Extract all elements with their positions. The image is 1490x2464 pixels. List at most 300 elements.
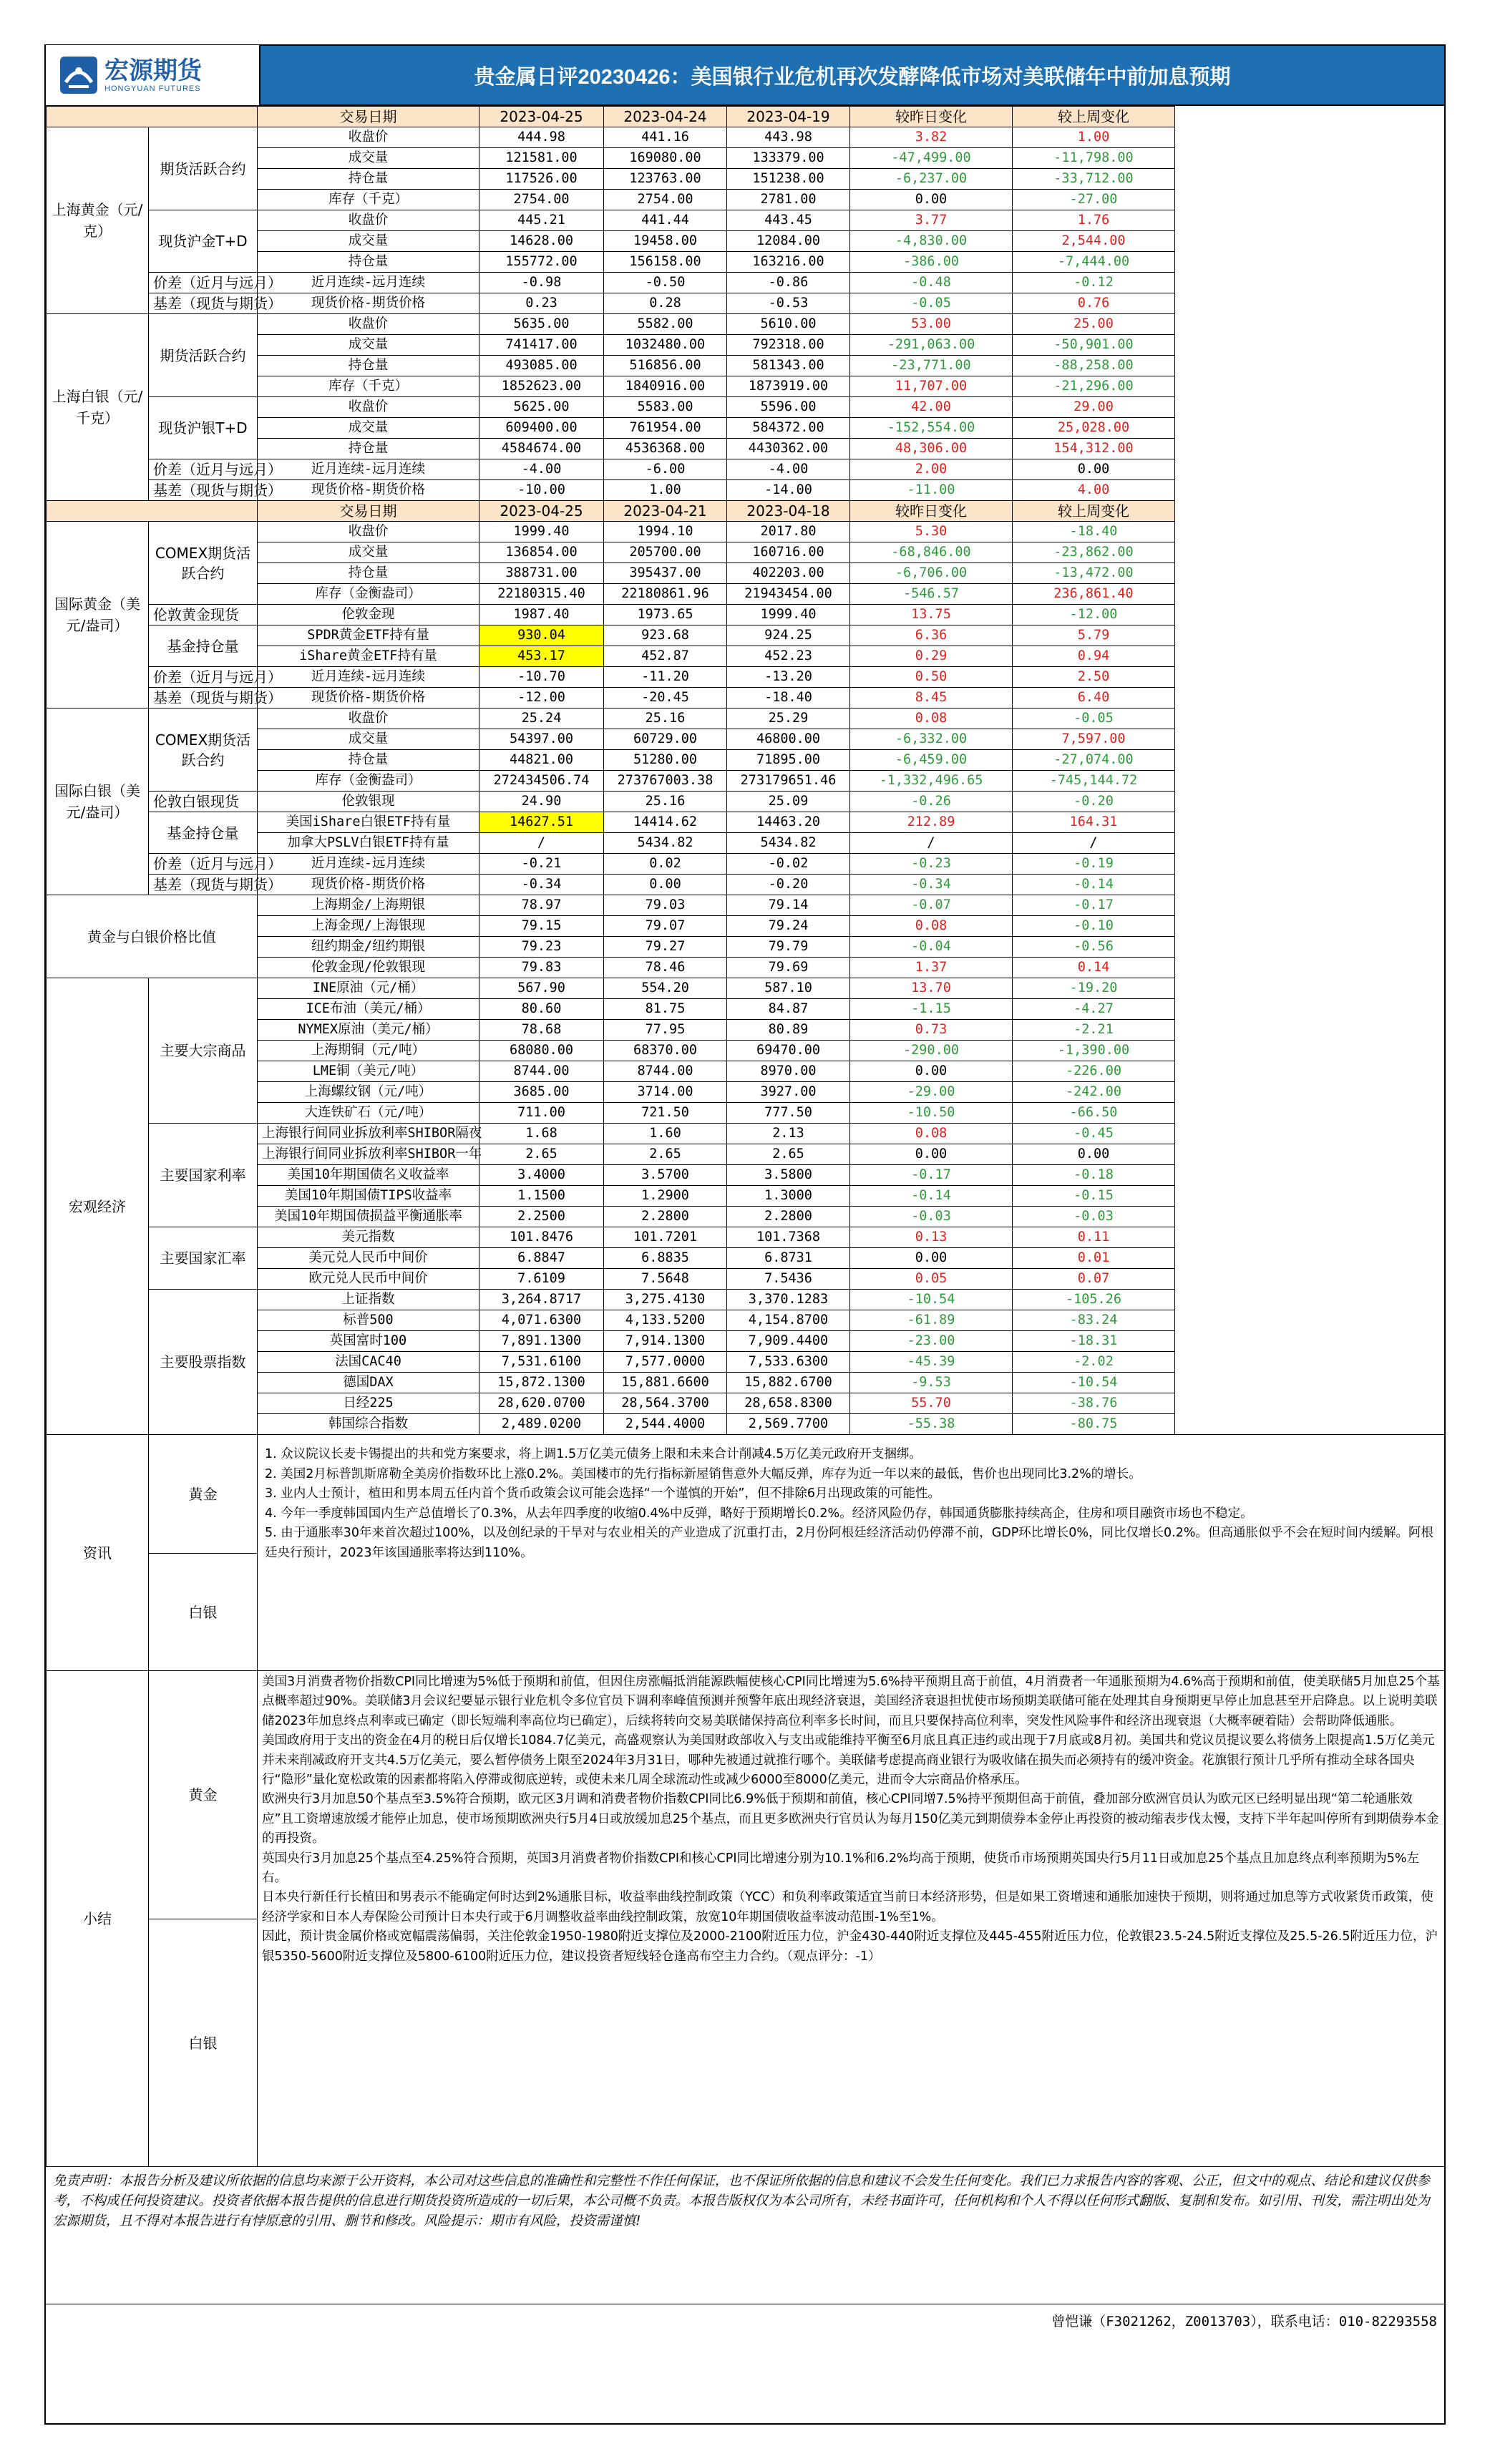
section-label: 黄金与白银价格比值 xyxy=(47,895,258,978)
analyst-contact: 曾恺谦（F3021262，Z0013703），联系电话：010-82293558 xyxy=(1051,2313,1437,2329)
item-label: INE原油（元/桶） xyxy=(258,978,479,999)
header-date: 2023-04-18 xyxy=(727,501,850,522)
change-value: -0.17 xyxy=(850,1165,1013,1186)
value-cell: 79.23 xyxy=(479,937,604,958)
change-value: 11,707.00 xyxy=(850,376,1013,397)
item-label: 成交量 xyxy=(258,335,479,356)
change-value: -9.53 xyxy=(850,1373,1013,1393)
item-label: 美元指数 xyxy=(258,1227,479,1248)
change-value: 5.30 xyxy=(850,522,1013,542)
header-date: 2023-04-25 xyxy=(479,501,604,522)
group-label: 基金持仓量 xyxy=(149,625,258,667)
value-cell: 0.23 xyxy=(479,293,604,314)
value-cell: 587.10 xyxy=(727,978,850,999)
change-value: -1.15 xyxy=(850,999,1013,1020)
company-logo xyxy=(46,45,260,105)
summary-paragraph: 日本央行新任行长植田和男表示不能确定何时达到2%通胀目标，收益率曲线控制政策（YCC）和负利率政策适宜当前日本经济形势，但是如果工资增速和通胀加速快于预期，则将通过加息等方式收紧货币政策，使经济学家和日本人寿保险公司预计日本央行或于6月调整收益率曲线控制政策，放宽10年期国债收益率波动范围-1%至1%。 xyxy=(262,1890,1433,1924)
news-item: 5. 由于通胀率30年来首次超过100%，以及创纪录的干旱对与农业相关的产业造成了沉重打击，2月份阿根廷经济活动仍停滞不前，GDP环比增长0%，同比仅增长0.2%。但高通胀似乎不会在短时间内缓解。阿根廷央行预计，2023年该国通胀率将达到110%。 xyxy=(265,1526,1433,1560)
value-cell: 14627.51 xyxy=(479,812,604,833)
value-cell: 60729.00 xyxy=(604,729,727,750)
item-label: 持仓量 xyxy=(258,252,479,273)
change-value: -0.12 xyxy=(1013,273,1175,293)
value-cell: 84.87 xyxy=(727,999,850,1020)
value-cell: 7,533.6300 xyxy=(727,1352,850,1373)
value-cell: 1987.40 xyxy=(479,605,604,625)
value-cell: 7,891.1300 xyxy=(479,1331,604,1352)
item-label: 上海金现/上海银现 xyxy=(258,916,479,937)
header-date: 2023-04-24 xyxy=(604,107,727,127)
value-cell: 15,882.6700 xyxy=(727,1373,850,1393)
value-cell: 273179651.46 xyxy=(727,771,850,792)
value-cell: / xyxy=(479,833,604,854)
value-cell: 273767003.38 xyxy=(604,771,727,792)
value-cell: 79.03 xyxy=(604,895,727,916)
group-label: 基金持仓量 xyxy=(149,812,258,854)
item-label: 上证指数 xyxy=(258,1290,479,1310)
summary-paragraph: 因此，预计贵金属价格或宽幅震荡偏弱，关注伦敦金1950-1980附近支撑位及2000-2100附近压力位，沪金430-440附近支撑位及445-455附近压力位，伦敦银23.5-24.5附近支撑位及25.5-26.5附近压力位，沪银5350-5600附近支撑位及5800-6100附近压力位，建议投资者短线轻仓逢高布空主力合约。（观点评分：-1） xyxy=(262,1929,1438,1964)
change-value: 48,306.00 xyxy=(850,439,1013,459)
news-item: 4. 今年一季度韩国国内生产总值增长了0.3%，从去年四季度的收缩0.4%中反弹，略好于预期增长0.2%。经济风险仍存，韩国通货膨胀持续高企，住房和项目融资市场也不稳定。 xyxy=(265,1506,1253,1521)
change-value: -27,074.00 xyxy=(1013,750,1175,771)
change-value: 0.07 xyxy=(1013,1269,1175,1290)
value-cell: 71895.00 xyxy=(727,750,850,771)
value-cell: 2781.00 xyxy=(727,190,850,210)
change-value: -80.75 xyxy=(1013,1414,1175,1435)
change-value: -1,332,496.65 xyxy=(850,771,1013,792)
section-label: 宏观经济 xyxy=(47,978,149,1435)
change-value: -290.00 xyxy=(850,1041,1013,1061)
value-cell: 441.16 xyxy=(604,127,727,148)
value-cell: 3.5800 xyxy=(727,1165,850,1186)
value-cell: 0.00 xyxy=(604,875,727,895)
data-row xyxy=(47,273,1445,293)
item-label: 上海银行间同业拆放利率SHIBOR一年 xyxy=(258,1144,479,1165)
value-cell: 4,133.5200 xyxy=(604,1310,727,1331)
value-cell: 1.2900 xyxy=(604,1186,727,1207)
item-label: 现货价格-期货价格 xyxy=(258,293,479,314)
value-cell: 2,569.7700 xyxy=(727,1414,850,1435)
group-label: 现货沪银T+D xyxy=(149,397,258,459)
value-cell: 205700.00 xyxy=(604,542,727,563)
value-cell: 2.2800 xyxy=(727,1207,850,1227)
logo-chinese-text: 宏源期货 xyxy=(104,57,202,84)
group-label: 主要大宗商品 xyxy=(149,978,258,1124)
group-label: COMEX期货活跃合约 xyxy=(149,708,258,792)
item-label: 美国iShare白银ETF持有量 xyxy=(258,812,479,833)
data-row xyxy=(47,480,1445,501)
change-value: / xyxy=(1013,833,1175,854)
change-value: 4.00 xyxy=(1013,480,1175,501)
report-title: 贵金属日评20230426：美国银行业危机再次发酵降低市场对美联储年中前加息预期 xyxy=(474,65,1231,89)
item-label: 近月连续-远月连续 xyxy=(258,273,479,293)
value-cell: 388731.00 xyxy=(479,563,604,584)
value-cell: 609400.00 xyxy=(479,418,604,439)
change-value: -0.23 xyxy=(850,854,1013,875)
header-date: 较昨日变化 xyxy=(850,501,1013,522)
value-cell: 6.8835 xyxy=(604,1248,727,1269)
summary-section-label: 小结 xyxy=(47,1671,149,2167)
change-value: -0.48 xyxy=(850,273,1013,293)
value-cell: 923.68 xyxy=(604,625,727,646)
change-value: -0.14 xyxy=(850,1186,1013,1207)
value-cell: -0.21 xyxy=(479,854,604,875)
trade-date-label: 交易日期 xyxy=(258,501,479,522)
item-label: 持仓量 xyxy=(258,750,479,771)
value-cell: 741417.00 xyxy=(479,335,604,356)
change-value: 1.76 xyxy=(1013,210,1175,231)
data-row xyxy=(47,895,1445,916)
change-value: 0.01 xyxy=(1013,1248,1175,1269)
value-cell: 136854.00 xyxy=(479,542,604,563)
change-value: -0.05 xyxy=(1013,708,1175,729)
change-value: 154,312.00 xyxy=(1013,439,1175,459)
value-cell: 3685.00 xyxy=(479,1082,604,1103)
header-date: 2023-04-21 xyxy=(604,501,727,522)
change-value: -0.45 xyxy=(1013,1124,1175,1144)
change-value: -47,499.00 xyxy=(850,148,1013,169)
group-label: 基差（现货与期货） xyxy=(149,293,258,314)
change-value: 1.37 xyxy=(850,958,1013,978)
value-cell: 7,909.4400 xyxy=(727,1331,850,1352)
value-cell: 721.50 xyxy=(604,1103,727,1124)
value-cell: 80.89 xyxy=(727,1020,850,1041)
change-value: -0.14 xyxy=(1013,875,1175,895)
group-label: 基差（现货与期货） xyxy=(149,480,258,501)
item-label: 伦敦金现 xyxy=(258,605,479,625)
change-value: 5.79 xyxy=(1013,625,1175,646)
value-cell: -0.02 xyxy=(727,854,850,875)
change-value: 29.00 xyxy=(1013,397,1175,418)
value-cell: 79.79 xyxy=(727,937,850,958)
value-cell: 155772.00 xyxy=(479,252,604,273)
header-date: 较上周变化 xyxy=(1013,501,1175,522)
value-cell: 1.68 xyxy=(479,1124,604,1144)
change-value: -546.57 xyxy=(850,584,1013,605)
change-value: -61.89 xyxy=(850,1310,1013,1331)
change-value: 0.73 xyxy=(850,1020,1013,1041)
value-cell: 554.20 xyxy=(604,978,727,999)
data-row xyxy=(47,792,1445,812)
value-cell: 584372.00 xyxy=(727,418,850,439)
value-cell: -6.00 xyxy=(604,459,727,480)
value-cell: 80.60 xyxy=(479,999,604,1020)
change-value: 6.40 xyxy=(1013,688,1175,708)
news-section-label: 资讯 xyxy=(47,1435,149,1671)
item-label: 德国DAX xyxy=(258,1373,479,1393)
change-value: -10.54 xyxy=(850,1290,1013,1310)
change-value: -0.34 xyxy=(850,875,1013,895)
change-value: -66.50 xyxy=(1013,1103,1175,1124)
item-label: 美国10年期国债名义收益率 xyxy=(258,1165,479,1186)
data-row xyxy=(47,854,1445,875)
hongyuan-logo-icon xyxy=(59,55,99,95)
item-label: 成交量 xyxy=(258,148,479,169)
value-cell: 5582.00 xyxy=(604,314,727,335)
data-row xyxy=(47,978,1445,999)
change-value: 0.29 xyxy=(850,646,1013,667)
value-cell: 6.8731 xyxy=(727,1248,850,1269)
item-label: 收盘价 xyxy=(258,314,479,335)
value-cell: 3,264.8717 xyxy=(479,1290,604,1310)
change-value: -21,296.00 xyxy=(1013,376,1175,397)
value-cell: 14414.62 xyxy=(604,812,727,833)
change-value: -55.38 xyxy=(850,1414,1013,1435)
change-value: -23.00 xyxy=(850,1331,1013,1352)
value-cell: 77.95 xyxy=(604,1020,727,1041)
value-cell: 123763.00 xyxy=(604,169,727,190)
value-cell: 2754.00 xyxy=(604,190,727,210)
value-cell: 8744.00 xyxy=(604,1061,727,1082)
change-value: -745,144.72 xyxy=(1013,771,1175,792)
value-cell: 133379.00 xyxy=(727,148,850,169)
value-cell: 1840916.00 xyxy=(604,376,727,397)
change-value: 42.00 xyxy=(850,397,1013,418)
value-cell: 25.16 xyxy=(604,792,727,812)
value-cell: 924.25 xyxy=(727,625,850,646)
value-cell: 711.00 xyxy=(479,1103,604,1124)
value-cell: 567.90 xyxy=(479,978,604,999)
summary-paragraph: 欧洲央行3月加息50个基点至3.5%符合预期，欧元区3月调和消费者物价指数CPI同比6.9%低于预期和前值，核心CPI同增7.5%持平预期但高于前值，叠加部分欧洲官员认为欧元区已经明显出现“第二轮通胀效应”且工资增速放缓才能停止加息，使市场预期欧洲央行5月4日或放缓加息25个基点，而且更多欧洲央行官员认为每月150亿美元到期债券本金停止再投资的被动缩表步伐太慢，支持下半年起叫停所有到期债券本金的再投资。 xyxy=(262,1792,1439,1846)
item-label: 上海银行间同业拆放利率SHIBOR隔夜 xyxy=(258,1124,479,1144)
value-cell: 7,577.0000 xyxy=(604,1352,727,1373)
value-cell: 445.21 xyxy=(479,210,604,231)
value-cell: 156158.00 xyxy=(604,252,727,273)
change-value: -88,258.00 xyxy=(1013,356,1175,376)
value-cell: 81.75 xyxy=(604,999,727,1020)
value-cell: 3714.00 xyxy=(604,1082,727,1103)
item-label: 库存（金衡盎司） xyxy=(258,771,479,792)
change-value: 3.82 xyxy=(850,127,1013,148)
item-label: 法国CAC40 xyxy=(258,1352,479,1373)
group-label: 伦敦白银现货 xyxy=(149,792,258,812)
value-cell: 930.04 xyxy=(479,625,604,646)
item-label: 韩国综合指数 xyxy=(258,1414,479,1435)
value-cell: 101.7368 xyxy=(727,1227,850,1248)
data-row xyxy=(47,314,1445,335)
group-label: 期货活跃合约 xyxy=(149,127,258,210)
value-cell: 12084.00 xyxy=(727,231,850,252)
value-cell: 14628.00 xyxy=(479,231,604,252)
item-label: 美国10年期国债TIPS收益率 xyxy=(258,1186,479,1207)
item-label: 现货价格-期货价格 xyxy=(258,480,479,501)
value-cell: 761954.00 xyxy=(604,418,727,439)
value-cell: 169080.00 xyxy=(604,148,727,169)
item-label: 收盘价 xyxy=(258,397,479,418)
value-cell: 79.69 xyxy=(727,958,850,978)
change-value: 2,544.00 xyxy=(1013,231,1175,252)
value-cell: 68080.00 xyxy=(479,1041,604,1061)
item-label: ICE布油（美元/桶） xyxy=(258,999,479,1020)
change-value: -10.50 xyxy=(850,1103,1013,1124)
report-page xyxy=(44,44,1446,2425)
value-cell: 22180861.96 xyxy=(604,584,727,605)
value-cell: 25.16 xyxy=(604,708,727,729)
value-cell: 79.14 xyxy=(727,895,850,916)
value-cell: 5434.82 xyxy=(727,833,850,854)
change-value: 212.89 xyxy=(850,812,1013,833)
item-label: 收盘价 xyxy=(258,708,479,729)
data-row xyxy=(47,1124,1445,1144)
news-gold-label: 黄金 xyxy=(149,1435,258,1554)
group-label: 主要国家汇率 xyxy=(149,1227,258,1290)
value-cell: -4.00 xyxy=(479,459,604,480)
section-label: 上海白银（元/千克） xyxy=(47,314,149,501)
value-cell: 4584674.00 xyxy=(479,439,604,459)
summary-row xyxy=(47,1671,1445,1919)
change-value: -291,063.00 xyxy=(850,335,1013,356)
change-value: 0.11 xyxy=(1013,1227,1175,1248)
value-cell: 79.15 xyxy=(479,916,604,937)
value-cell: 24.90 xyxy=(479,792,604,812)
value-cell: -14.00 xyxy=(727,480,850,501)
change-value: -226.00 xyxy=(1013,1061,1175,1082)
value-cell: 28,658.8300 xyxy=(727,1393,850,1414)
value-cell: 78.97 xyxy=(479,895,604,916)
value-cell: 1.3000 xyxy=(727,1186,850,1207)
value-cell: 3,275.4130 xyxy=(604,1290,727,1310)
market-data-table xyxy=(46,106,1445,2167)
change-value: 13.75 xyxy=(850,605,1013,625)
value-cell: 3,370.1283 xyxy=(727,1290,850,1310)
header-date: 较上周变化 xyxy=(1013,107,1175,127)
value-cell: 2.2500 xyxy=(479,1207,604,1227)
value-cell: -0.20 xyxy=(727,875,850,895)
value-cell: 8970.00 xyxy=(727,1061,850,1082)
data-row xyxy=(47,625,1445,646)
summary-paragraph: 美国3月消费者物价指数CPI同比增速为5%低于预期和前值，但因住房涨幅抵消能源跌幅使核心CPI同比增速为5.6%持平预期且高于前值，4月消费者一年通胀预期为4.6%高于预期和前值，使美联储5月加息25个基点概率超过90%。美联储3月会议纪要显示银行业危机令多位官员下调利率峰值预测并预警年底出现经济衰退，美国经济衰退担忧使市场预期美联储可能在处理其自身预期更早停止加息甚至开启降息。以上说明美联储2023年加息终点利率或已确定（即长短端利率高位均已确定），后续将转向交易美联储保持高位利率多长时间，而且只要保持高位利率，突发性风险事件和经济出现衰退（大概率硬着陆）会帮助降低通胀。 xyxy=(262,1675,1440,1728)
value-cell: 516856.00 xyxy=(604,356,727,376)
change-value: -68,846.00 xyxy=(850,542,1013,563)
logo-english-text: HONGYUAN FUTURES xyxy=(104,84,201,93)
header-date: 较昨日变化 xyxy=(850,107,1013,127)
item-label: LME铜（美元/吨） xyxy=(258,1061,479,1082)
value-cell: 3.4000 xyxy=(479,1165,604,1186)
change-value: -105.26 xyxy=(1013,1290,1175,1310)
value-cell: 7,914.1300 xyxy=(604,1331,727,1352)
change-value: -0.15 xyxy=(1013,1186,1175,1207)
change-value: -29.00 xyxy=(850,1082,1013,1103)
item-label: 收盘价 xyxy=(258,522,479,542)
value-cell: 581343.00 xyxy=(727,356,850,376)
value-cell: 6.8847 xyxy=(479,1248,604,1269)
value-cell: 160716.00 xyxy=(727,542,850,563)
change-value: -83.24 xyxy=(1013,1310,1175,1331)
change-value: -0.19 xyxy=(1013,854,1175,875)
change-value: 0.05 xyxy=(850,1269,1013,1290)
item-label: 纽约期金/纽约期银 xyxy=(258,937,479,958)
value-cell: 1873919.00 xyxy=(727,376,850,397)
change-value: -4,830.00 xyxy=(850,231,1013,252)
value-cell: 69470.00 xyxy=(727,1041,850,1061)
change-value: -0.18 xyxy=(1013,1165,1175,1186)
value-cell: 453.17 xyxy=(479,646,604,667)
group-label: COMEX期货活跃合约 xyxy=(149,522,258,605)
change-value: -18.31 xyxy=(1013,1331,1175,1352)
value-cell: 2754.00 xyxy=(479,190,604,210)
change-value: 0.00 xyxy=(850,190,1013,210)
item-label: 上海螺纹钢（元/吨） xyxy=(258,1082,479,1103)
value-cell: 101.7201 xyxy=(604,1227,727,1248)
change-value: 236,861.40 xyxy=(1013,584,1175,605)
item-label: 持仓量 xyxy=(258,439,479,459)
change-value: -50,901.00 xyxy=(1013,335,1175,356)
value-cell: -13.20 xyxy=(727,667,850,688)
change-value: -19.20 xyxy=(1013,978,1175,999)
item-label: 收盘价 xyxy=(258,127,479,148)
value-cell: 15,872.1300 xyxy=(479,1373,604,1393)
change-value: -23,771.00 xyxy=(850,356,1013,376)
item-label: 欧元兑人民币中间价 xyxy=(258,1269,479,1290)
item-label: 美元兑人民币中间价 xyxy=(258,1248,479,1269)
value-cell: 1.00 xyxy=(604,480,727,501)
value-cell: 79.27 xyxy=(604,937,727,958)
value-cell: 21943454.00 xyxy=(727,584,850,605)
item-label: 伦敦金现/伦敦银现 xyxy=(258,958,479,978)
change-value: 25,028.00 xyxy=(1013,418,1175,439)
value-cell: 28,564.3700 xyxy=(604,1393,727,1414)
value-cell: 2,489.0200 xyxy=(479,1414,604,1435)
value-cell: 15,881.6600 xyxy=(604,1373,727,1393)
change-value: 25.00 xyxy=(1013,314,1175,335)
item-label: 现货价格-期货价格 xyxy=(258,875,479,895)
group-label: 价差（近月与远月） xyxy=(149,459,258,480)
item-label: 英国富时100 xyxy=(258,1331,479,1352)
change-value: 0.76 xyxy=(1013,293,1175,314)
change-value: -1,390.00 xyxy=(1013,1041,1175,1061)
item-label: 持仓量 xyxy=(258,169,479,190)
header-date: 2023-04-19 xyxy=(727,107,850,127)
change-value: -0.07 xyxy=(850,895,1013,916)
change-value: -11.00 xyxy=(850,480,1013,501)
item-label: 库存（千克） xyxy=(258,190,479,210)
value-cell: -12.00 xyxy=(479,688,604,708)
value-cell: 7,531.6100 xyxy=(479,1352,604,1373)
change-value: 6.36 xyxy=(850,625,1013,646)
value-cell: 7.6109 xyxy=(479,1269,604,1290)
change-value: 8.45 xyxy=(850,688,1013,708)
value-cell: 1.1500 xyxy=(479,1186,604,1207)
item-label: 大连铁矿石（元/吨） xyxy=(258,1103,479,1124)
value-cell: 1994.10 xyxy=(604,522,727,542)
change-value: 0.13 xyxy=(850,1227,1013,1248)
data-row xyxy=(47,459,1445,480)
change-value: -0.05 xyxy=(850,293,1013,314)
change-value: -6,459.00 xyxy=(850,750,1013,771)
value-cell: 5625.00 xyxy=(479,397,604,418)
group-label: 基差（现货与期货） xyxy=(149,875,258,895)
value-cell: 7.5436 xyxy=(727,1269,850,1290)
value-cell: 4,071.6300 xyxy=(479,1310,604,1331)
trade-date-label: 交易日期 xyxy=(258,107,479,127)
value-cell: 2.65 xyxy=(479,1144,604,1165)
data-row xyxy=(47,1290,1445,1310)
value-cell: 163216.00 xyxy=(727,252,850,273)
section-label: 上海黄金（元/克） xyxy=(47,127,149,314)
change-value: -38.76 xyxy=(1013,1393,1175,1414)
change-value: -10.54 xyxy=(1013,1373,1175,1393)
change-value: 0.00 xyxy=(1013,1144,1175,1165)
change-value: 0.08 xyxy=(850,1124,1013,1144)
group-label: 基差（现货与期货） xyxy=(149,688,258,708)
header-blank xyxy=(47,107,258,127)
value-cell: 151238.00 xyxy=(727,169,850,190)
change-value: 0.08 xyxy=(850,916,1013,937)
value-cell: 441.44 xyxy=(604,210,727,231)
value-cell: 493085.00 xyxy=(479,356,604,376)
change-value: -13,472.00 xyxy=(1013,563,1175,584)
change-value: 7,597.00 xyxy=(1013,729,1175,750)
change-value: 0.14 xyxy=(1013,958,1175,978)
